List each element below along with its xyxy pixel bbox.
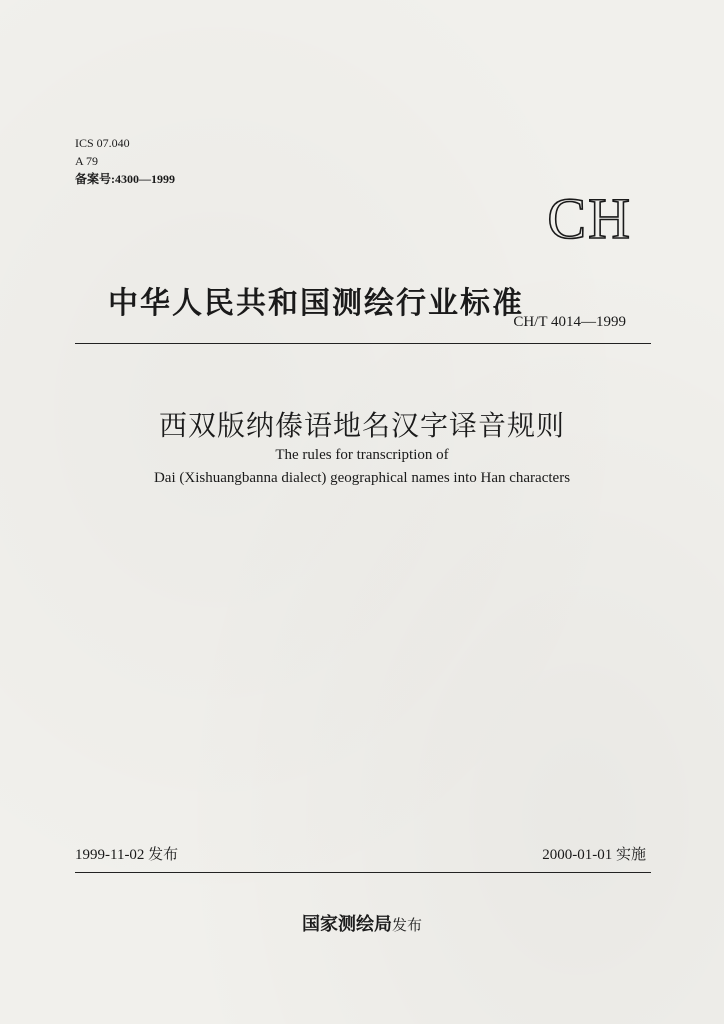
implementation-date: 2000-01-01 实施 bbox=[542, 847, 646, 863]
document-title-en-line1: The rules for transcription of bbox=[275, 447, 449, 463]
document-title-en-line2: Dai (Xishuangbanna dialect) geographical names into Han characters bbox=[153, 470, 571, 486]
publisher bbox=[0, 910, 724, 936]
footer-divider bbox=[75, 872, 651, 873]
header-divider bbox=[75, 343, 651, 344]
industry-code-logo: CH bbox=[547, 186, 632, 251]
ics-code: ICS 07.040 bbox=[75, 136, 130, 150]
issue-date: 1999-11-02 发布 bbox=[75, 847, 179, 863]
document-title-zh: 西双版纳傣语地名汉字译音规则 bbox=[158, 409, 565, 442]
classification-code: A 79 bbox=[75, 154, 99, 168]
classification-block bbox=[75, 134, 175, 188]
standard-number: CH/T 4014—1999 bbox=[513, 314, 626, 330]
publisher-name: 国家测绘局 bbox=[301, 914, 392, 935]
standard-title: 中华人民共和国测绘行业标准 bbox=[108, 286, 524, 321]
filing-number: 备案号:4300—1999 bbox=[75, 172, 175, 186]
publisher-suffix: 发布 bbox=[391, 916, 422, 934]
